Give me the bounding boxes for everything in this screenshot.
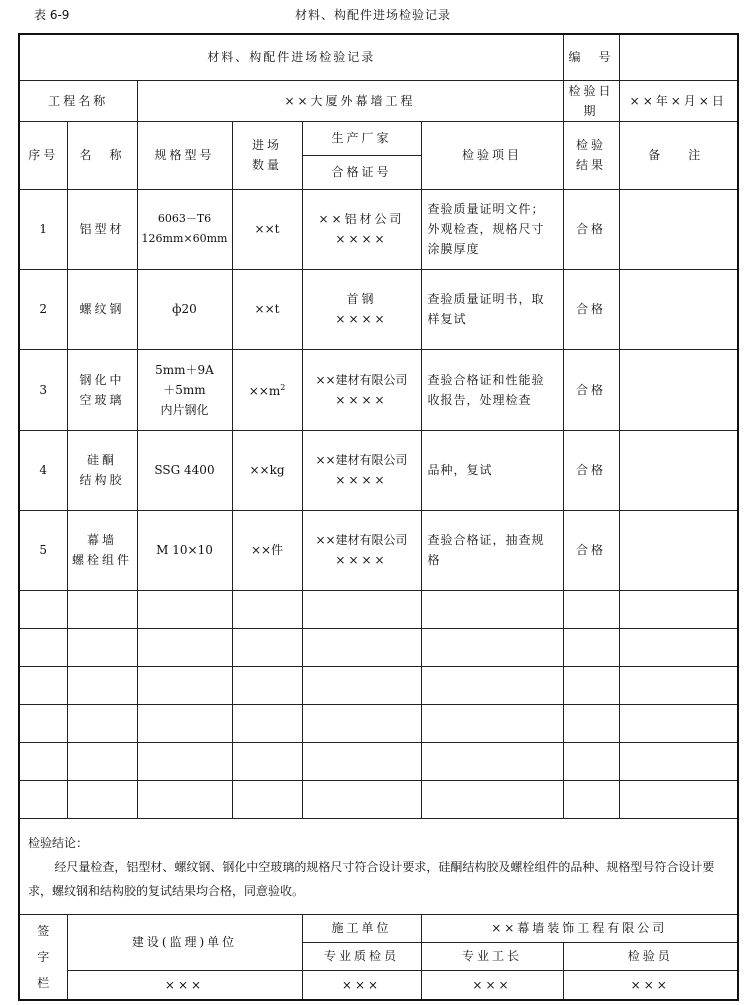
empty-cell: [19, 704, 67, 742]
empty-cell: [302, 590, 421, 628]
row-spec: ф20: [137, 269, 232, 349]
owner-signature[interactable]: ×××: [67, 970, 302, 1000]
contractor-label: 施工单位: [302, 914, 421, 942]
row-remark: [619, 430, 738, 510]
project-row: [19, 80, 738, 121]
empty-cell: [137, 704, 232, 742]
row-cert: ××××: [335, 553, 388, 567]
empty-row: [19, 628, 738, 666]
empty-cell: [421, 780, 563, 818]
form-title: 材料、构配件进场检验记录: [19, 34, 563, 80]
empty-cell: [563, 590, 619, 628]
row-name: [67, 430, 137, 510]
owner-label: 建设(监理)单位: [67, 914, 302, 970]
empty-cell: [421, 590, 563, 628]
signature-side-label: [19, 914, 67, 1000]
empty-cell: [232, 780, 302, 818]
row-seq: 4: [19, 430, 67, 510]
empty-cell: [137, 628, 232, 666]
empty-cell: [421, 704, 563, 742]
row-name: [67, 510, 137, 590]
empty-cell: [619, 590, 738, 628]
title-row: [19, 34, 738, 80]
row-qty: [232, 349, 302, 430]
row-spec-line2: ＋5mm: [163, 382, 206, 397]
inspector-signature[interactable]: ×××: [563, 970, 738, 1000]
row-cert: ××××: [335, 392, 388, 407]
row-result: 合格: [563, 349, 619, 430]
row-maker: [302, 430, 421, 510]
row-maker: [302, 349, 421, 430]
row-maker: [302, 189, 421, 269]
empty-row: [19, 590, 738, 628]
row-spec-line2: 126mm×60mm: [141, 232, 228, 245]
row-name: 螺纹钢: [67, 269, 137, 349]
empty-cell: [619, 666, 738, 704]
empty-cell: [232, 590, 302, 628]
empty-cell: [563, 780, 619, 818]
empty-cell: [563, 666, 619, 704]
empty-cell: [619, 628, 738, 666]
col-result-line2: 结果: [576, 158, 607, 172]
running-title: 材料、构配件进场检验记录: [294, 8, 451, 22]
row-remark: [619, 510, 738, 590]
row-items: 查验合格证和性能验收报告，处理检查: [421, 349, 563, 430]
empty-cell: [563, 628, 619, 666]
row-maker-name: ××建材有限公司: [315, 372, 408, 387]
row-spec: M 10×10: [137, 510, 232, 590]
row-spec: [137, 189, 232, 269]
conclusion-text: 经尺量检查，铝型材、螺纹钢、钢化中空玻璃的规格尺寸符合设计要求，硅酮结构胶及螺栓组件的品种、规格型号符合设计要求，螺纹钢和结构胶的复试结果均合格，同意验收。: [28, 859, 715, 898]
empty-cell: [232, 704, 302, 742]
row-remark: [619, 349, 738, 430]
col-qty-line2: 数量: [251, 158, 282, 172]
empty-cell: [67, 704, 137, 742]
empty-cell: [619, 704, 738, 742]
row-result: 合格: [563, 430, 619, 510]
empty-cell: [302, 780, 421, 818]
table-row: [19, 269, 738, 349]
row-name-line1: 钢化中: [79, 372, 125, 387]
form-body: [19, 34, 738, 1000]
row-seq: 3: [19, 349, 67, 430]
empty-cell: [563, 704, 619, 742]
col-spec: 规格型号: [137, 121, 232, 189]
row-spec: SSG 4400: [137, 430, 232, 510]
empty-row: [19, 666, 738, 704]
empty-cell: [67, 590, 137, 628]
empty-cell: [421, 628, 563, 666]
row-cert: ××××: [335, 473, 388, 487]
row-items: 查验质量证明书，取样复试: [421, 269, 563, 349]
row-seq: 1: [19, 189, 67, 269]
row-maker: [302, 269, 421, 349]
empty-cell: [19, 742, 67, 780]
row-qty: ××件: [232, 510, 302, 590]
row-seq: 2: [19, 269, 67, 349]
contractor-value: ××幕墙装饰工程有限公司: [421, 914, 738, 942]
row-items: 品种，复试: [421, 430, 563, 510]
row-name-line1: 硅酮: [86, 453, 117, 467]
table-row: [19, 349, 738, 430]
empty-cell: [232, 628, 302, 666]
row-maker: [302, 510, 421, 590]
empty-cell: [19, 590, 67, 628]
table-row: [19, 430, 738, 510]
qc-label: 专业质检员: [302, 942, 421, 970]
col-result-line1: 检验: [576, 138, 607, 152]
empty-cell: [421, 742, 563, 780]
row-spec: [137, 349, 232, 430]
col-result: [563, 121, 619, 189]
row-qty-exponent: 2: [280, 383, 286, 392]
qc-signature[interactable]: ×××: [302, 970, 421, 1000]
col-seq: 序号: [19, 121, 67, 189]
empty-row: [19, 780, 738, 818]
number-value[interactable]: [619, 34, 738, 80]
empty-cell: [19, 666, 67, 704]
project-value: ××大厦外幕墙工程: [137, 80, 563, 121]
inspector-label: 检验员: [563, 942, 738, 970]
empty-row: [19, 742, 738, 780]
row-name: 铝型材: [67, 189, 137, 269]
row-cert: ××××: [335, 232, 388, 246]
sig-side-char3: 栏: [37, 975, 50, 990]
row-maker-name: ××建材有限公司: [315, 453, 408, 467]
row-name-line2: 空玻璃: [79, 392, 125, 407]
empty-cell: [563, 742, 619, 780]
empty-cell: [619, 780, 738, 818]
empty-cell: [137, 666, 232, 704]
row-name-line1: 幕墙: [86, 533, 117, 547]
empty-cell: [67, 666, 137, 704]
empty-row: [19, 704, 738, 742]
row-maker-name: 首钢: [346, 292, 377, 306]
empty-cell: [302, 628, 421, 666]
conclusion-cell: [19, 818, 738, 914]
row-result: 合格: [563, 269, 619, 349]
row-qty: ××t: [232, 189, 302, 269]
col-qty: [232, 121, 302, 189]
empty-cell: [137, 780, 232, 818]
signature-sign-row: [19, 970, 738, 1000]
row-maker-name: ××铝材公司: [318, 212, 405, 226]
col-maker: 生产厂家: [302, 121, 421, 155]
col-name: 名 称: [67, 121, 137, 189]
empty-cell: [232, 666, 302, 704]
foreman-label: 专业工长: [421, 942, 563, 970]
row-name-line2: 结构胶: [79, 473, 125, 487]
date-label: 检验日期: [563, 80, 619, 121]
row-qty: ××t: [232, 269, 302, 349]
row-name: [67, 349, 137, 430]
row-maker-name: ××建材有限公司: [315, 533, 408, 547]
row-result: 合格: [563, 510, 619, 590]
number-label: 编 号: [563, 34, 619, 80]
row-qty: ××kg: [232, 430, 302, 510]
empty-cell: [302, 742, 421, 780]
row-remark: [619, 189, 738, 269]
project-label: 工程名称: [19, 80, 137, 121]
conclusion-label: 检验结论：: [28, 835, 89, 850]
empty-cell: [19, 780, 67, 818]
row-items: 查验质量证明文件；外观检查，规格尺寸涂膜厚度: [421, 189, 563, 269]
empty-cell: [67, 780, 137, 818]
empty-cell: [137, 742, 232, 780]
row-seq: 5: [19, 510, 67, 590]
row-spec-line3: 内片钢化: [160, 402, 209, 417]
date-value: ××年×月×日: [619, 80, 738, 121]
empty-cell: [19, 628, 67, 666]
empty-cell: [232, 742, 302, 780]
row-cert: ××××: [335, 312, 388, 326]
row-result: 合格: [563, 189, 619, 269]
sig-side-char2: 字: [37, 949, 50, 964]
empty-cell: [67, 742, 137, 780]
col-cert: 合格证号: [302, 155, 421, 189]
header-row: [19, 121, 738, 155]
empty-cell: [421, 666, 563, 704]
row-items: 查验合格证，抽查规格: [421, 510, 563, 590]
empty-cell: [619, 742, 738, 780]
empty-cell: [302, 704, 421, 742]
row-name-line2: 螺栓组件: [71, 553, 132, 567]
row-spec-line1: 6063－T6: [157, 212, 212, 225]
table-row: [19, 510, 738, 590]
foreman-signature[interactable]: ×××: [421, 970, 563, 1000]
table-number: 表 6-9: [34, 8, 70, 22]
signature-row: [19, 914, 738, 942]
empty-cell: [137, 590, 232, 628]
col-items: 检验项目: [421, 121, 563, 189]
sig-side-char1: 签: [37, 923, 50, 938]
empty-cell: [67, 628, 137, 666]
empty-cell: [302, 666, 421, 704]
conclusion-row: [19, 818, 738, 914]
row-qty-value: ××m: [248, 384, 281, 398]
row-spec-line1: 5mm＋9A: [155, 362, 214, 377]
col-qty-line1: 进场: [251, 138, 282, 152]
table-row: [19, 189, 738, 269]
row-remark: [619, 269, 738, 349]
col-remark: 备 注: [619, 121, 738, 189]
inspection-form: [18, 33, 739, 1001]
